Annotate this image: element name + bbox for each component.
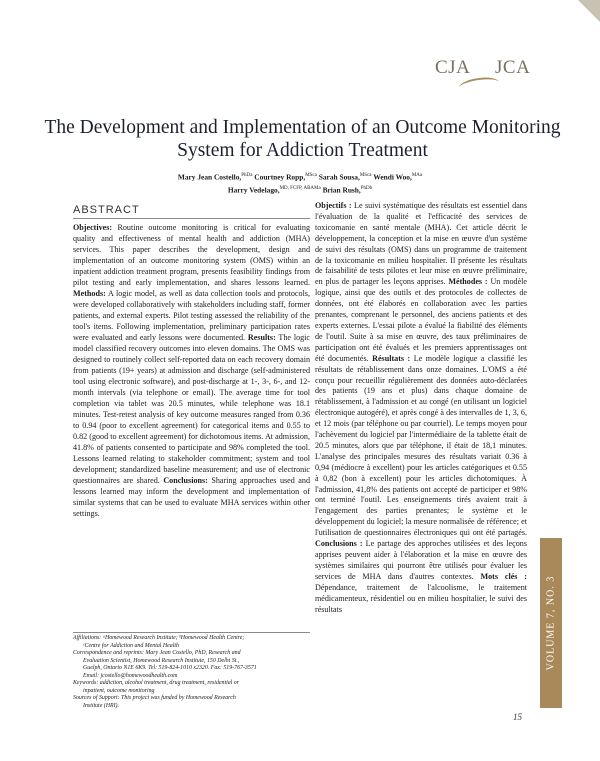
author-list [85,170,515,197]
logo-text-mid: – [469,72,475,86]
author-line-1 [85,170,515,183]
footnote-divider [73,632,310,633]
author-name: Mary Jean Costello, [177,172,242,182]
section-text: A logic model, as well as data collection tools and protocols, were developed collaboratively with stakeholders including staff, former patients, and external experts. Pilot testing assessed the reliability of the tool's items. Following implementation, preliminary participation rates were evaluated and early lessons were documented. [73,289,310,343]
journal-logo [435,57,550,97]
section-label: Méthodes : [448,277,488,287]
abstract-divider [73,218,310,219]
section-label: Methods: [73,289,106,299]
corner-decoration [578,0,600,22]
author-credentials: PhD [241,173,251,178]
author-affiliation-mark: a [369,173,372,178]
volume-label-text: VOLUME 7, NO. 3 [545,575,557,671]
section-text: Dépendance, traitement de l'alcoolisme, le traitement médicamenteux, résidentiel ou en milieu hospitalier, le suivi des résultats [315,582,527,614]
section-label: Results: [247,333,276,343]
page-number: 15 [513,712,522,722]
abstract-heading: ABSTRACT [73,204,140,216]
footnotes [73,635,313,710]
section-text: Sharing approaches used and lessons learned may inform the development and implementation of similar systems that can be used to evaluate MHA services within other settings. [73,476,310,519]
affiliations: Affiliations: ᵃHomewood Research Institute; ᵇHomewood Health Centre; [73,635,245,641]
correspondence-cont: Guelph, Ontario N1E 6K9. Tel: 519-824-1010 x2320. Fax: 519-767-3571 [83,665,257,671]
author-credentials: PhD [360,186,370,192]
author-affiliation-mark: a [419,173,423,178]
author-affiliation-mark: a [250,173,253,178]
affiliations-cont: ᶜCentre for Addiction and Mental Health [83,642,179,649]
article-title: The Development and Implementation of an Outcome Monitoring System for Addiction Treatment [44,117,561,161]
abstract-text [73,222,310,519]
author-affiliation-mark: a [314,173,317,178]
sources-of-support: Sources of Support: This project was funded by Homewood Research [73,695,236,701]
section-text: Un modèle logique, ainsi que des outils et des protocoles de collectes de données, ont été élaborés en collaboration avec les parties prenantes, comprenant le personnel, des anciens patients et des experts externes. L'essai pilote a évalué la fiabilité des éléments de l'outil. Suite à sa mise en œuvre, des taux préliminaires de participation ont été évalués et les premiers apprentissages ont été documentés. [315,277,527,363]
correspondence: Correspondence and reprints: Mary Jean Costello, PhD, Research and [73,650,241,656]
section-label: Mots clés : [480,571,528,581]
author-credentials: MSc [359,173,370,178]
keywords-cont: inpatient, outcome monitoring [83,687,155,694]
author-name: Sarah Sousa, [318,172,360,182]
author-name: Courtney Ropp, [254,172,306,182]
section-label: Résultats : [372,353,411,363]
resume-text [315,201,527,615]
section-text: Le modèle logique a classifié les résultats de rétablissement dans onze domaines. L'OMS a été conçu pour recueillir régulièrement des données auto-déclarées des patients (19 ans et plus) dans chaque domaine de rétablissement, à l'admission et au congé (en utilisant un logiciel électronique autogéré), et après congé à des intervalles de 1, 3, 6, et 12 mois (par téléphone ou par courriel). Le temps moyen pour l'achèvement du logiciel par l'intermédiaire de la tablette était de 20.5 minutes, alors que par téléphone, il était de 18,1 minutes. L'analyse des principales mesures des résultats variait 0.36 à 0,94 (médiocre à excellent) pour les articles catégoriques et 0.55 à 0,82 (bon à excellent) pour les articles dichotomiques. À l'admission, 41,8% des patients ont accepté de participer et 98% ont terminé l'outil. Les enseignements tirés avaient trait à l'engagement des parties prenantes; le système et le développement du logiciel; la mesure normalisée de référence; et l'utilisation de questionnaires électroniques qui ont été partagés. [315,353,527,538]
section-label: Objectives: [73,223,113,232]
section-label: Conclusions : [315,539,363,549]
section-text: Le partage des approches utilisées et des leçons apprises peuvent aider à l'élaboration et la mise en œuvre des systèmes similaires qui pourront être utilisés pour évaluer les services de MHA dans d'autres contextes. [315,539,527,581]
logo-text-left: CJA [435,57,471,78]
correspondence-cont: Evaluation Scientist, Homewood Research Institute, 150 Delhi St., [83,657,240,664]
section-label: Objectifs : [315,201,352,210]
author-affiliation-mark: b [369,186,373,192]
keywords: Keywords: addiction, alcohol treatment, drug treatment, residential or [73,680,240,686]
section-text: Routine outcome monitoring is critical for evaluating quality and effectiveness of mental health and addiction (MHA) services. This paper describes the development, design and implementation of an outcome monitoring system (OMS) within an inpatient addiction treatment program, presents feasibility findings from pilot testing and early implementation, and shares lessons learned. [73,223,310,288]
author-credentials: MSc [305,173,315,178]
volume-label [540,538,562,708]
correspondence-email: Email: jcostello@homewoodhealth.com [83,672,178,679]
author-line-2 [85,183,515,196]
logo-text-right: JCA [495,57,531,78]
author-name: Brian Rush, [322,185,361,195]
author-affiliation-mark: a [318,186,321,192]
section-text: The logic model classified recovery outcomes into eleven domains. The OMS was designed to routinely collect self-reported data on each recovery domain from patients (19+ years) at admission and discharge (self-administered tool using electronic software), and post-discharge at 1-, 3-, 6-, and 12-month intervals (via telephone or email). The average time for tool completion via tablet was 20.5 minutes, while telephone was 18.1 minutes. Test-retest analysis of key outcome measures ranged from 0.36 to 0.94 (poor to excellent agreement) for categorical items and 0.55 to 0.82 (good to excellent agreement) for dichotomous items. At admission, 41.8% of patients consented to participate and 98% completed the tool. Lessons learned relating to stakeholder commitment; system and tool development; standardized baseline measurement; and use of electronic questionnaires are shared. [73,333,311,486]
section-label: Conclusions: [163,476,208,486]
author-credentials: MD, FCFP, ABAM [279,186,319,192]
section-text: Le suivi systématique des résultats est essentiel dans l'évaluation de la qualité et l'efficacité des services de toxicomanie en santé mentale (MHA). Cet article décrit le développement, la conception et la mise en œuvre d'un système de suivi des résultats (OMS) dans un programme de traitement de la toxicomanie en milieu hospitalier. Il présente les résultats de faisabilité de tests pilotes et leur mise en œuvre préliminaire, en plus de partager les leçons apprises. [315,201,527,287]
author-name: Harry Vedelago, [227,185,280,195]
author-name: Wendi Woo, [373,172,412,182]
author-credentials: MA [411,173,420,178]
sources-of-support-cont: Institute (HRI). [83,702,119,709]
